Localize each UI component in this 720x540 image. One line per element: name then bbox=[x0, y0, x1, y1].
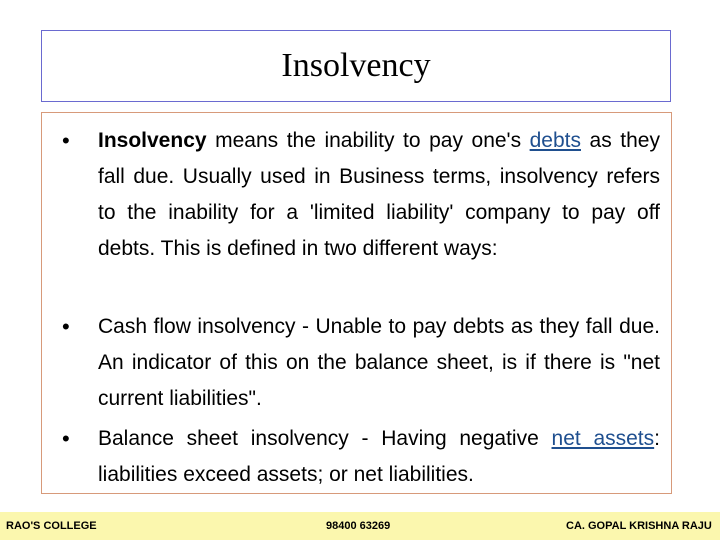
term-bold: Insolvency bbox=[98, 129, 207, 152]
bullet-dot: • bbox=[62, 128, 70, 153]
slide-title-box bbox=[41, 30, 671, 102]
bullet-dot: • bbox=[62, 426, 70, 451]
bullet-text-part: as they fall due. Usually used in Business terms, insolvency refers to the inability for a 'limited liability' company to pay off debts. This is defined in two different ways: bbox=[98, 129, 660, 260]
net-assets-link[interactable]: net assets bbox=[551, 427, 655, 450]
bullet-text-part: Balance sheet insolvency - Having negative bbox=[98, 427, 552, 450]
bullet-dot: • bbox=[62, 314, 70, 339]
footer-bar bbox=[0, 512, 720, 540]
footer-left: RAO'S COLLEGE bbox=[6, 520, 97, 532]
bullet-text bbox=[98, 123, 660, 267]
bullet-text bbox=[98, 421, 660, 493]
bullet-text-part: : liabilities exceed assets; or net liabilities. bbox=[98, 427, 660, 486]
footer-center: 98400 63269 bbox=[326, 520, 391, 532]
bullet-text: Cash flow insolvency - Unable to pay debts as they fall due. An indicator of this on the balance sheet, is if there is "net current liabilities". bbox=[98, 315, 660, 410]
footer-right: CA. GOPAL KRISHNA RAJU bbox=[566, 520, 712, 532]
content-box bbox=[41, 112, 672, 494]
slide-title: Insolvency bbox=[281, 47, 431, 84]
debts-link[interactable]: debts bbox=[529, 129, 581, 152]
bullet-text-part: means the inability to pay one's bbox=[206, 129, 530, 152]
